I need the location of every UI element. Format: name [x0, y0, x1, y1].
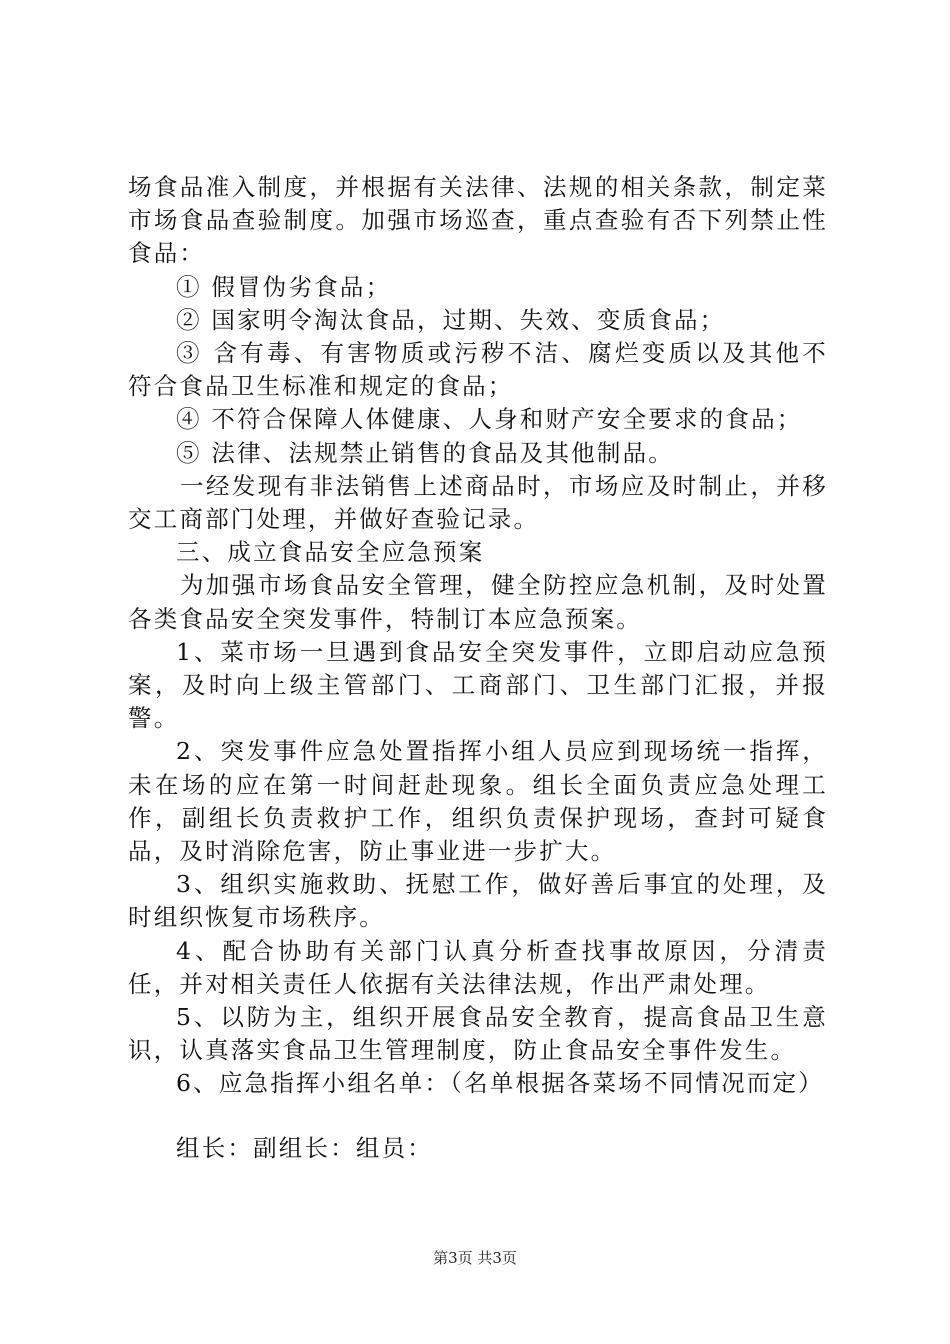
section-heading: 三、成立食品安全应急预案: [176, 538, 485, 567]
clause-4: 4、配合协助有关部门认真分析查找事故原因，分清责任，并对相关责任人依据有关法律法规，作出严肃处理。: [128, 936, 828, 998]
blank-line: [128, 1101, 828, 1132]
paragraph-purpose: 为加强市场食品安全管理，健全防控应急机制，及时处置各类食品安全突发事件，特制订本应急预案。: [128, 571, 828, 633]
paragraph-intro: 场食品准入制度，并根据有关法律、法规的相关条款，制定菜市场食品查验制度。加强市场巡查，重点查验有否下列禁止性食品：: [128, 173, 828, 268]
list-item-2: ② 国家明令淘汰食品，过期、失效、变质食品；: [176, 305, 726, 334]
list-item-5: ⑤ 法律、法规禁止销售的食品及其他制品。: [176, 438, 674, 467]
list-item-3: ③ 含有毒、有害物质或污秽不洁、腐烂变质以及其他不符合食品卫生标准和规定的食品；: [128, 339, 828, 401]
clause-1: 1、菜市场一旦遇到食品安全突发事件，立即启动应急预案，及时向上级主管部门、工商部门、卫生部门汇报，并报警。: [128, 637, 828, 733]
list-item-1: ① 假冒伪劣食品；: [176, 272, 392, 301]
page-number-footer: 第3页 共3页: [433, 1249, 517, 1267]
member-list-line: 组长：副组长：组员：: [176, 1133, 433, 1162]
paragraph-action: 一经发现有非法销售上述商品时，市场应及时制止，并移交工商部门处理，并做好查验记录。: [128, 471, 828, 534]
clause-2: 2、突发事件应急处置指挥小组人员应到现场统一指挥，未在场的应在第一时间赶赴现象。组长全面负责应急处理工作，副组长负责救护工作，组织负责保护现场，查封可疑食品，及时消除危害，防止事业进一步扩大。: [128, 737, 828, 866]
clause-5: 5、以防为主，组织开展食品安全教育，提高食品卫生意识，认真落实食品卫生管理制度，防止食品安全事件发生。: [128, 1003, 828, 1065]
clause-6: 6、应急指挥小组名单：（名单根据各菜场不同情况而定）: [176, 1069, 824, 1098]
document-body: [128, 171, 828, 1165]
clause-3: 3、组织实施救助、抚慰工作，做好善后事宜的处理，及时组织恢复市场秩序。: [128, 870, 828, 932]
list-item-4: ④ 不符合保障人体健康、人身和财产安全要求的食品；: [176, 405, 803, 434]
